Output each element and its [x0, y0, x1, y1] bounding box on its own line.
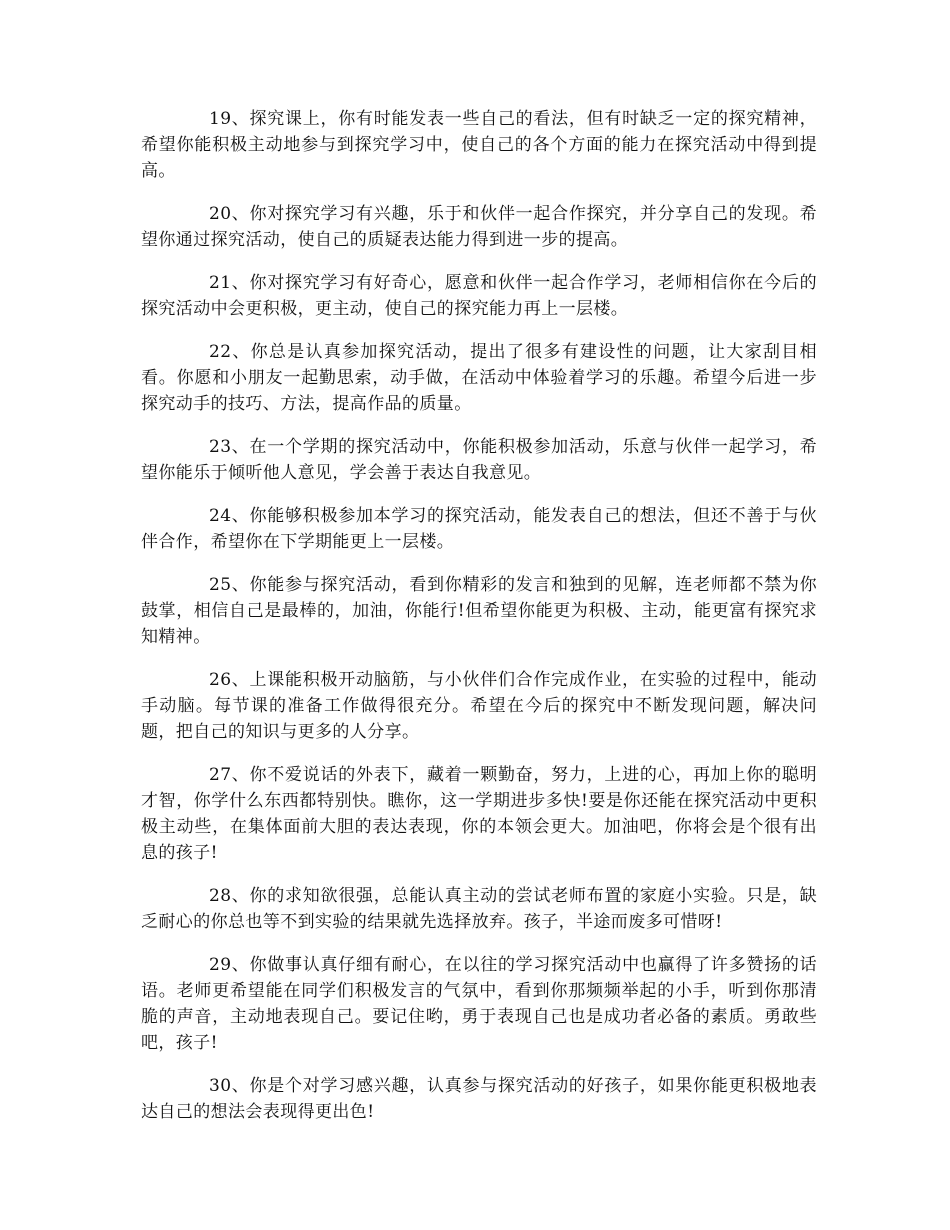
comment-paragraph-24: 24、你能够积极参加本学习的探究活动，能发表自己的想法，但还不善于与伙伴合作，希望你在下学期能更上一层楼。 [141, 506, 817, 552]
comment-paragraph-23: 23、在一个学期的探究活动中，你能积极参加活动，乐意与伙伴一起学习，希望你能乐于倾听他人意见，学会善于表达自我意见。 [141, 437, 817, 483]
comment-paragraph-25: 25、你能参与探究活动，看到你精彩的发言和独到的见解，连老师都不禁为你鼓掌，相信自己是最棒的，加油，你能行!但希望你能更为积极、主动，能更富有探究求知精神。 [141, 575, 817, 647]
comment-paragraph-22: 22、你总是认真参加探究活动，提出了很多有建设性的问题，让大家刮目相看。你愿和小朋友一起勤思索，动手做，在活动中体验着学习的乐趣。希望今后进一步探究动手的技巧、方法，提高作品的质量。 [141, 342, 817, 414]
comment-paragraph-26: 26、上课能积极开动脑筋，与小伙伴们合作完成作业，在实验的过程中，能动手动脑。每节课的准备工作做得很充分。希望在今后的探究中不断发现问题，解决问题，把自己的知识与更多的人分享。 [141, 670, 817, 742]
comment-paragraph-27: 27、你不爱说话的外表下，藏着一颗勤奋，努力，上进的心，再加上你的聪明才智，你学什么东西都特别快。瞧你，这一学期进步多快!要是你还能在探究活动中更积极主动些，在集体面前大胆的表达表现，你的本领会更大。加油吧，你将会是个很有出息的孩子! [141, 765, 817, 863]
comment-paragraph-21: 21、你对探究学习有好奇心，愿意和伙伴一起合作学习，老师相信你在今后的探究活动中会更积极，更主动，使自己的探究能力再上一层楼。 [141, 273, 817, 319]
comment-paragraph-19: 19、探究课上，你有时能发表一些自己的看法，但有时缺乏一定的探究精神，希望你能积极主动地参与到探究学习中，使自己的各个方面的能力在探究活动中得到提高。 [141, 109, 817, 181]
comment-paragraph-30: 30、你是个对学习感兴趣，认真参与探究活动的好孩子，如果你能更积极地表达自己的想法会表现得更出色! [141, 1076, 817, 1122]
document-body [141, 106, 817, 1142]
comment-paragraph-20: 20、你对探究学习有兴趣，乐于和伙伴一起合作探究，并分享自己的发现。希望你通过探究活动，使自己的质疑表达能力得到进一步的提高。 [141, 204, 817, 250]
comment-paragraph-28: 28、你的求知欲很强，总能认真主动的尝试老师布置的家庭小实验。只是，缺乏耐心的你总也等不到实验的结果就先选择放弃。孩子，半途而废多可惜呀! [141, 886, 817, 932]
comment-paragraph-29: 29、你做事认真仔细有耐心，在以往的学习探究活动中也赢得了许多赞扬的话语。老师更希望能在同学们积极发言的气氛中，看到你那频频举起的小手，听到你那清脆的声音，主动地表现自己。要记住哟，勇于表现自己也是成功者必备的素质。勇敢些吧，孩子! [141, 955, 817, 1053]
